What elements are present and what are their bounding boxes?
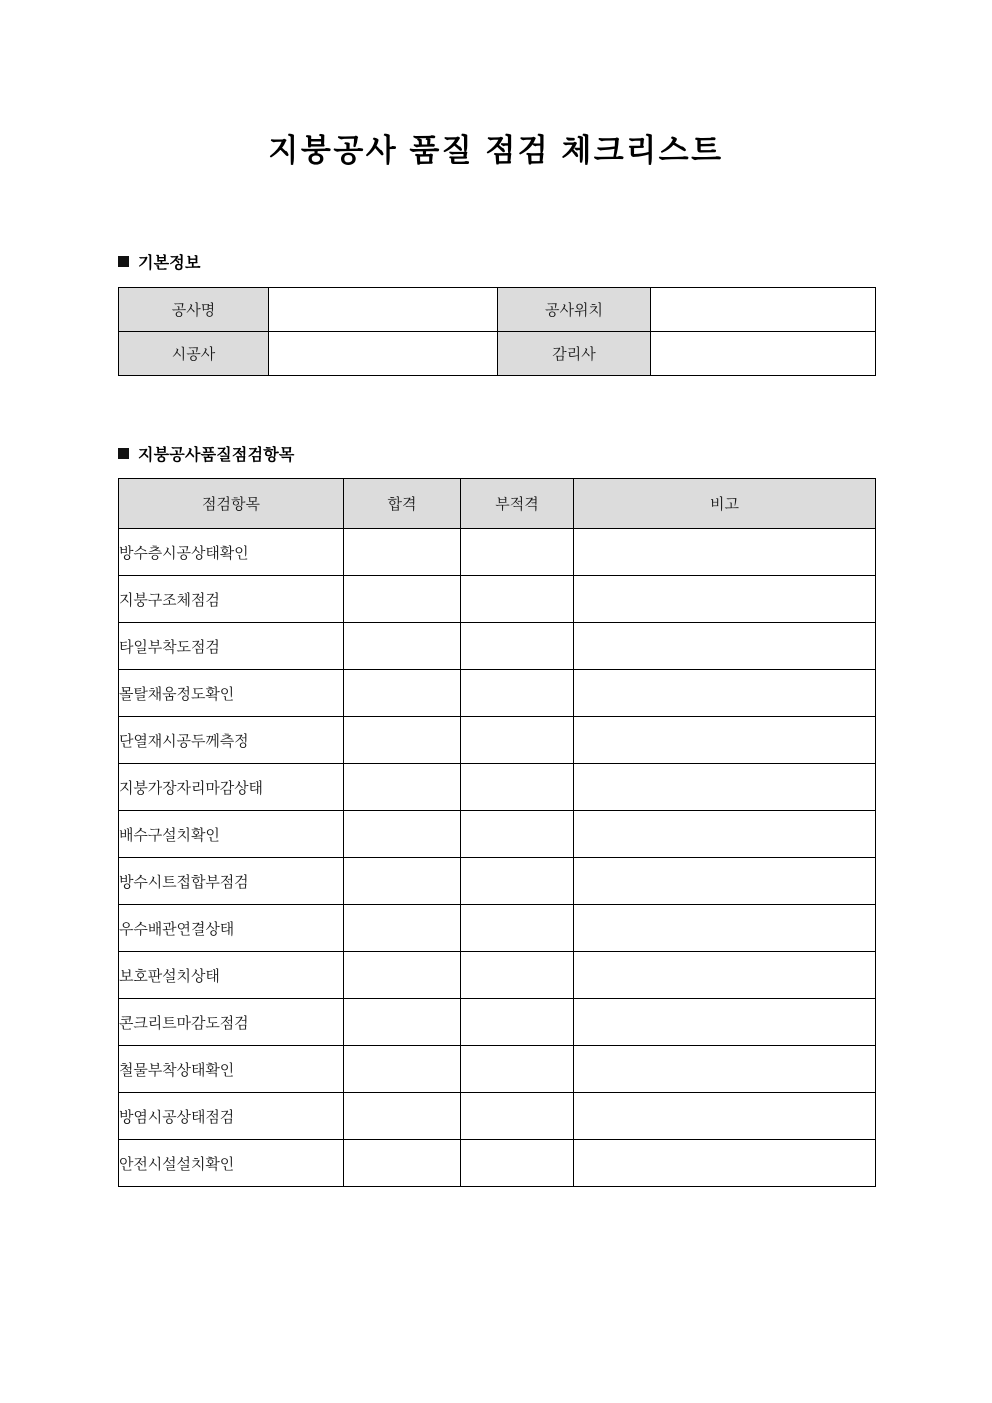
table-row xyxy=(119,764,876,811)
inspection-item-remark-cell[interactable] xyxy=(574,1093,876,1140)
inspection-item-fail-checkbox-cell[interactable] xyxy=(461,952,574,999)
inspection-item-name: 콘크리트마감도점검 xyxy=(119,999,344,1046)
table-row xyxy=(119,858,876,905)
inspection-item-remark-cell[interactable] xyxy=(574,811,876,858)
inspection-item-pass-checkbox-cell[interactable] xyxy=(344,905,461,952)
table-row xyxy=(119,1140,876,1187)
inspection-items-table-head xyxy=(119,479,876,529)
inspection-item-name: 보호판설치상태 xyxy=(119,952,344,999)
inspection-item-pass-checkbox-cell[interactable] xyxy=(344,811,461,858)
inspection-item-pass-checkbox-cell[interactable] xyxy=(344,717,461,764)
inspection-item-name: 지붕가장자리마감상태 xyxy=(119,764,344,811)
basic-info-row xyxy=(119,332,876,376)
inspection-item-fail-checkbox-cell[interactable] xyxy=(461,811,574,858)
inspection-item-name: 단열재시공두께측정 xyxy=(119,717,344,764)
table-row xyxy=(119,529,876,576)
inspection-item-fail-checkbox-cell[interactable] xyxy=(461,1046,574,1093)
table-row xyxy=(119,1046,876,1093)
table-row xyxy=(119,1093,876,1140)
inspection-item-name: 지붕구조체점검 xyxy=(119,576,344,623)
inspection-item-name: 우수배관연결상태 xyxy=(119,905,344,952)
inspection-items-table xyxy=(118,478,876,1187)
inspection-item-pass-checkbox-cell[interactable] xyxy=(344,952,461,999)
basic-info-row xyxy=(119,288,876,332)
inspection-item-pass-checkbox-cell[interactable] xyxy=(344,670,461,717)
inspection-item-pass-checkbox-cell[interactable] xyxy=(344,623,461,670)
table-row xyxy=(119,717,876,764)
inspection-item-name: 방수시트접합부점검 xyxy=(119,858,344,905)
inspection-item-fail-checkbox-cell[interactable] xyxy=(461,717,574,764)
inspection-item-fail-checkbox-cell[interactable] xyxy=(461,999,574,1046)
section-heading-label: 기본정보 xyxy=(138,255,201,272)
inspection-item-pass-checkbox-cell[interactable] xyxy=(344,858,461,905)
inspection-item-fail-checkbox-cell[interactable] xyxy=(461,764,574,811)
inspection-item-pass-checkbox-cell[interactable] xyxy=(344,1046,461,1093)
inspection-item-pass-checkbox-cell[interactable] xyxy=(344,529,461,576)
inspection-item-pass-checkbox-cell[interactable] xyxy=(344,1140,461,1187)
basic-info-label-right: 공사위치 xyxy=(498,288,651,332)
inspection-item-fail-checkbox-cell[interactable] xyxy=(461,905,574,952)
inspection-item-fail-checkbox-cell[interactable] xyxy=(461,670,574,717)
inspection-item-remark-cell[interactable] xyxy=(574,623,876,670)
table-row xyxy=(119,999,876,1046)
inspection-item-name: 몰탈채움정도확인 xyxy=(119,670,344,717)
basic-info-table-body xyxy=(119,288,876,376)
inspection-item-remark-cell[interactable] xyxy=(574,952,876,999)
table-header-row xyxy=(119,479,876,529)
inspection-item-remark-cell[interactable] xyxy=(574,764,876,811)
table-row xyxy=(119,952,876,999)
inspection-item-remark-cell[interactable] xyxy=(574,858,876,905)
table-row xyxy=(119,576,876,623)
basic-info-label-right: 감리사 xyxy=(498,332,651,376)
inspection-item-fail-checkbox-cell[interactable] xyxy=(461,529,574,576)
basic-info-value-right[interactable] xyxy=(651,332,876,376)
table-row xyxy=(119,905,876,952)
table-row xyxy=(119,623,876,670)
inspection-item-remark-cell[interactable] xyxy=(574,670,876,717)
inspection-item-fail-checkbox-cell[interactable] xyxy=(461,623,574,670)
column-header-item: 점검항목 xyxy=(119,479,344,529)
page-title: 지붕공사 품질 점검 체크리스트 xyxy=(268,133,724,168)
column-header-remark: 비고 xyxy=(574,479,876,529)
inspection-item-remark-cell[interactable] xyxy=(574,717,876,764)
basic-info-label-left: 시공사 xyxy=(119,332,269,376)
basic-info-value-left[interactable] xyxy=(269,288,498,332)
inspection-item-fail-checkbox-cell[interactable] xyxy=(461,858,574,905)
column-header-fail: 부적격 xyxy=(461,479,574,529)
section-heading-basic-info xyxy=(118,250,201,273)
inspection-item-remark-cell[interactable] xyxy=(574,1046,876,1093)
inspection-item-name: 타일부착도점검 xyxy=(119,623,344,670)
basic-info-label-left: 공사명 xyxy=(119,288,269,332)
inspection-item-name: 방염시공상태점검 xyxy=(119,1093,344,1140)
inspection-item-name: 방수층시공상태확인 xyxy=(119,529,344,576)
inspection-item-pass-checkbox-cell[interactable] xyxy=(344,576,461,623)
inspection-item-remark-cell[interactable] xyxy=(574,1140,876,1187)
section-heading-label: 지붕공사품질점검항목 xyxy=(138,447,295,464)
inspection-item-remark-cell[interactable] xyxy=(574,529,876,576)
column-header-pass: 합격 xyxy=(344,479,461,529)
inspection-item-name: 철물부착상태확인 xyxy=(119,1046,344,1093)
basic-info-value-left[interactable] xyxy=(269,332,498,376)
inspection-item-remark-cell[interactable] xyxy=(574,576,876,623)
basic-info-value-right[interactable] xyxy=(651,288,876,332)
inspection-item-pass-checkbox-cell[interactable] xyxy=(344,999,461,1046)
inspection-item-pass-checkbox-cell[interactable] xyxy=(344,764,461,811)
section-heading-inspection-items xyxy=(118,442,295,465)
filled-square-icon xyxy=(118,256,129,267)
basic-info-table xyxy=(118,287,876,376)
inspection-item-fail-checkbox-cell[interactable] xyxy=(461,1093,574,1140)
filled-square-icon xyxy=(118,448,129,459)
inspection-item-name: 안전시설설치확인 xyxy=(119,1140,344,1187)
table-row xyxy=(119,811,876,858)
table-row xyxy=(119,670,876,717)
inspection-item-remark-cell[interactable] xyxy=(574,905,876,952)
inspection-item-remark-cell[interactable] xyxy=(574,999,876,1046)
inspection-items-table-body xyxy=(119,529,876,1187)
inspection-item-pass-checkbox-cell[interactable] xyxy=(344,1093,461,1140)
inspection-item-name: 배수구설치확인 xyxy=(119,811,344,858)
inspection-item-fail-checkbox-cell[interactable] xyxy=(461,1140,574,1187)
inspection-item-fail-checkbox-cell[interactable] xyxy=(461,576,574,623)
